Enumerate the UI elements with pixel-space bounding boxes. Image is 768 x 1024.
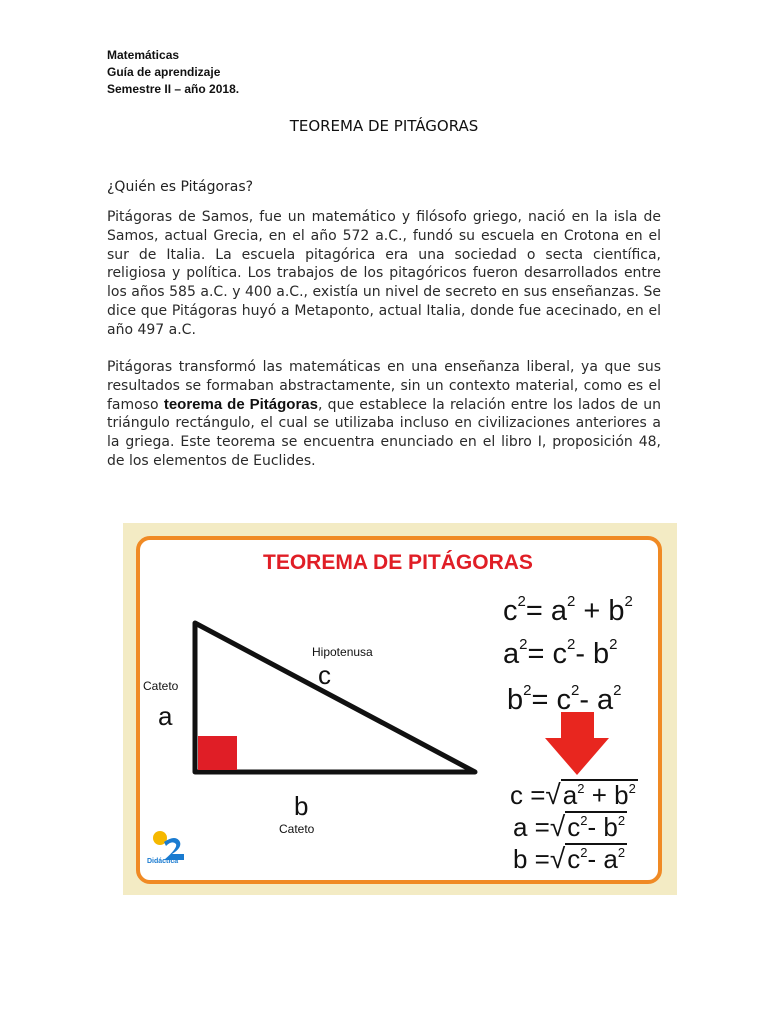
leg-b-label: Cateto xyxy=(279,822,315,836)
paragraph-theorem-start: Pitágoras transformó las matemáticas en una enseñanza liberal, ya que sus resultados se formaban abstractamente, sin un contexto material, como es el famoso xyxy=(107,359,661,413)
formula-c-squared: $c^2= a^2 + b^2$ xyxy=(503,593,633,627)
formula-a-root: $a =√c^2-$ $b^2$ xyxy=(513,811,626,842)
formula-b-root: $b =√c^2-$ $a^2$ xyxy=(513,843,626,874)
question-heading: ¿Quién es Pitágoras? xyxy=(107,179,254,195)
right-angle-marker xyxy=(198,736,237,770)
header-semester: Semestre II – año 2018. xyxy=(107,82,240,96)
header-subject: Matemáticas xyxy=(107,48,180,62)
leg-b-letter: b xyxy=(294,791,309,821)
formula-c-root: $c =√a^2 + b^2$ xyxy=(510,779,636,810)
formula-a-squared: $a^2= c^2-$ $b^2$ xyxy=(503,636,618,670)
leg-a-letter: a xyxy=(158,701,173,731)
paragraph-biography: Pitágoras de Samos, fue un matemático y filósofo griego, nació en la isla de Samos, actual Grecia, en el año 572 a.C., fundó su escuela en Crotona en el sur de Italia. La escuela pitagórica era una sociedad o secta científica, religiosa y política. Los trabajos de los pitagóricos fueron desarrollados entre los años 585 a.C. y 400 a.C., existía un nivel de secreto en sus enseñanzas. Se dice que Pitágoras huyó a Metaponto, actual Italia, donde fue acecinado, en el año 497 a.C. xyxy=(107,209,661,338)
down-arrow-icon xyxy=(545,712,609,775)
header-guide: Guía de aprendizaje xyxy=(107,65,221,79)
hypotenuse-letter: c xyxy=(318,660,331,690)
leg-a-label: Cateto xyxy=(143,679,179,693)
figure-title: TEOREMA DE PITÁGORAS xyxy=(263,551,533,574)
hypotenuse-label: Hipotenusa xyxy=(312,645,373,659)
formula-b-squared: $b^2= c^2-$ $a^2$ xyxy=(507,682,622,716)
paragraph-theorem-end: , que establece la relación entre los lados de un triángulo rectángulo, el cual se utilizaba incluso en civilizaciones anteriores a la griega. Este teorema se encuentra enunciado en el libro I, proposición 48, de los elementos de Euclides. xyxy=(107,396,661,469)
publisher-logo-text: Didáctica xyxy=(147,858,179,865)
theorem-term: teorema de Pitágoras xyxy=(163,395,318,413)
document-title: TEOREMA DE PITÁGORAS xyxy=(289,117,479,135)
